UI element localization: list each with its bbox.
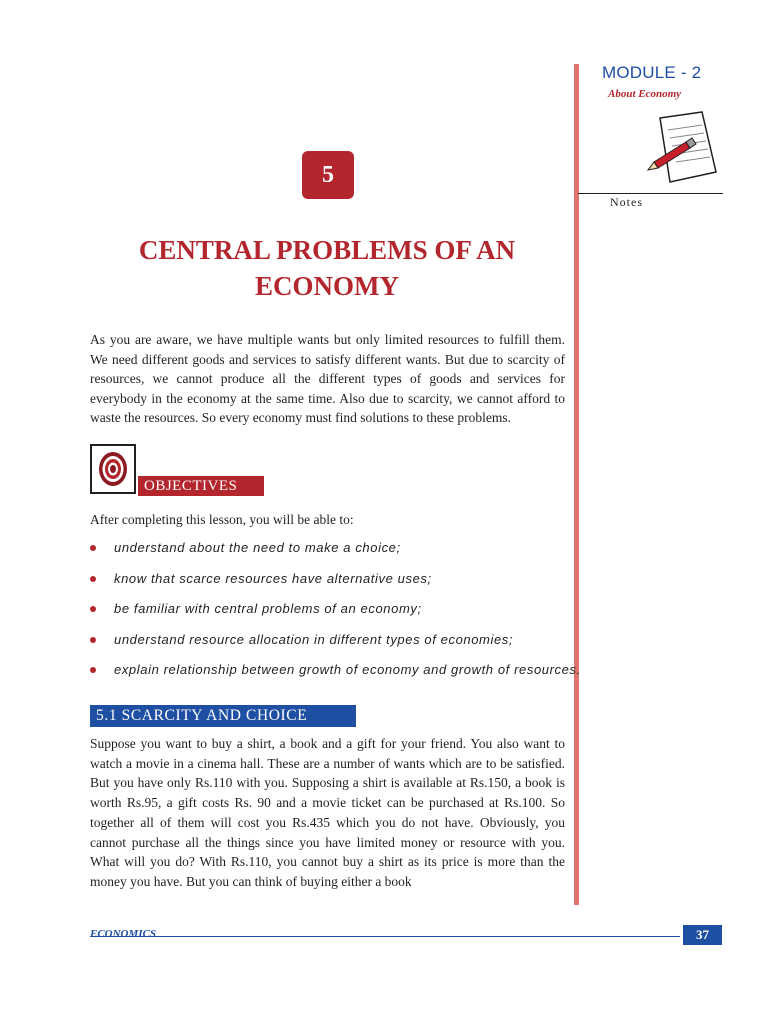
bullet-icon xyxy=(90,576,96,582)
footer-rule xyxy=(90,936,680,937)
bullet-icon xyxy=(90,637,96,643)
objective-text: be familiar with central problems of an economy; xyxy=(114,601,422,616)
sidebar-rule xyxy=(574,64,579,905)
objective-item xyxy=(90,631,570,662)
intro-paragraph: As you are aware, we have multiple wants but only limited resources to fulfill them. We need different goods and services to satisfy different wants. But due to scarcity of resources, we cannot produce all the different types of goods and services for everybody in the economy at the same time. Also due to scarcity, we cannot afford to waste the resources. So every economy must find solutions to these problems. xyxy=(90,332,565,425)
objectives-heading: OBJECTIVES xyxy=(138,476,264,496)
notes-divider xyxy=(578,193,723,194)
bullet-icon xyxy=(90,545,96,551)
target-icon xyxy=(90,444,136,494)
page-number: 37 xyxy=(683,925,722,945)
objectives-list xyxy=(90,539,581,692)
objective-text: understand resource allocation in different types of economies; xyxy=(114,631,514,647)
module-title: MODULE - 2 xyxy=(602,63,702,82)
objective-item xyxy=(90,600,570,631)
module-subtitle: About Economy xyxy=(608,88,682,100)
bullet-icon xyxy=(90,667,96,673)
objectives-lead: After completing this lesson, you will be able to: xyxy=(90,512,354,527)
objective-item xyxy=(90,570,570,601)
notepad-pencil-icon xyxy=(640,110,720,190)
objective-text: understand about the need to make a choice; xyxy=(114,540,401,555)
bullet-icon xyxy=(90,606,96,612)
chapter-title-line-1: CENTRAL PROBLEMS OF AN xyxy=(138,235,516,265)
objective-text: know that scarce resources have alternative uses; xyxy=(114,570,432,586)
chapter-number-badge: 5 xyxy=(302,151,354,199)
notes-label: Notes xyxy=(610,195,643,209)
objective-item xyxy=(90,539,570,570)
objective-text: explain relationship between growth of economy and growth of resources. xyxy=(114,662,581,677)
section-body: Suppose you want to buy a shirt, a book and a gift for your friend. You also want to watch a movie in a cinema hall. These are a number of wants which are to be satisfied. But you have only Rs.110 with you. Supposing a shirt is available at Rs.150, a book is worth Rs.95, a gift costs Rs. 90 and a movie ticket can be purchased at Rs.100. So together all of them will cost you Rs.435 which you do not have. Obviously, you cannot purchase all the things since you have limited money or resource with you. What will you do? With Rs.110, you cannot buy a shirt as its price is more than the money you have. But you can think of buying either a book xyxy=(90,736,565,889)
objective-item xyxy=(90,661,581,692)
footer-subject: ECONOMICS xyxy=(90,928,157,940)
chapter-title-line-2: ECONOMY xyxy=(255,271,399,301)
section-heading: 5.1 SCARCITY AND CHOICE xyxy=(90,705,356,727)
chapter-title xyxy=(90,232,564,304)
